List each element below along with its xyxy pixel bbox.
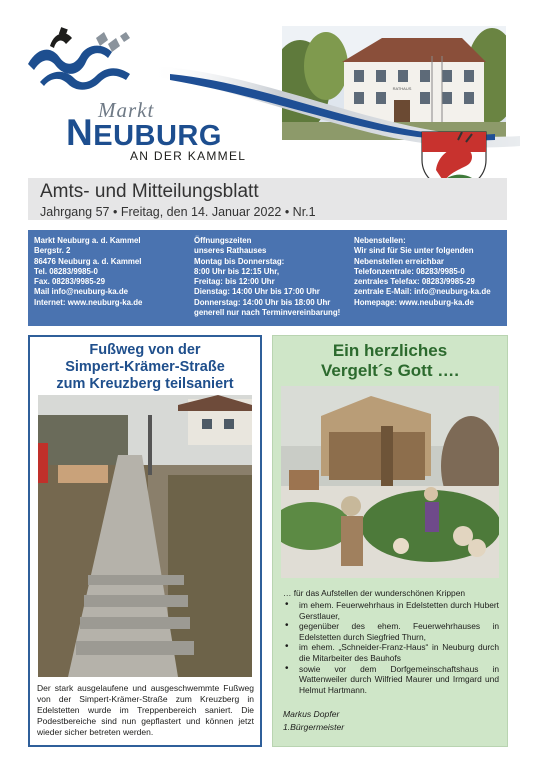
- hours-line: Freitag: bis 12:00 Uhr: [194, 277, 275, 287]
- extensions-line: zentrales Telefax: 08283/9985-29: [354, 277, 475, 287]
- hours-line: Montag bis Donnerstag:: [194, 256, 285, 266]
- extensions-column: [354, 236, 504, 308]
- thanks-article: [272, 335, 508, 747]
- title-line: Ein herzliches: [332, 341, 448, 360]
- list-item: • im ehem. Feuerwehrhaus in Edelstetten durch Hubert Gerstlauer,: [283, 600, 499, 621]
- hours-line: Öffnungszeiten: [194, 236, 252, 245]
- homepage-link[interactable]: Homepage: www.neuburg-ka.de: [354, 297, 474, 307]
- footpath-article-body: Der stark ausgelaufene und ausgeschwemmte Fußweg von der Simpert-Krämer-Straße zum Kreuzberg in Edelstetten wurde im Treppenbereich saniert. Die Podestbereiche sind nun gepflastert und können jetzt wieder sicher betreten werden.: [37, 683, 254, 737]
- logo-script-markt: Markt: [98, 98, 155, 122]
- central-mail-link[interactable]: zentrale E-Mail: info@neuburg-ka.de: [354, 287, 491, 297]
- logo-wordmark: [66, 112, 222, 154]
- internet-link[interactable]: Internet: www.neuburg-ka.de: [34, 297, 143, 307]
- hours-line: unseres Rathauses: [194, 246, 267, 256]
- opening-hours-column: [194, 236, 356, 318]
- hours-line: 8:00 Uhr bis 12:15 Uhr,: [194, 266, 280, 276]
- publication-title: Amts- und Mitteilungsblatt: [40, 181, 259, 202]
- address-line: 86476 Neuburg a. d. Kammel: [34, 256, 142, 266]
- signature-role: 1.Bürgermeister: [283, 722, 345, 732]
- footpath-article: [28, 335, 262, 747]
- issue-line: Jahrgang 57 • Freitag, den 14. Januar 2022 • Nr.1: [40, 205, 316, 219]
- title-line: Vergelt´s Gott ….: [321, 361, 459, 380]
- thanks-intro: … für das Aufstellen der wunderschönen Krippen: [283, 588, 466, 598]
- signature-block: [283, 708, 344, 734]
- hours-line: generell nur nach Terminvereinbarung!: [194, 308, 341, 318]
- masthead: [0, 0, 535, 178]
- list-item: • gegenüber des ehem. Feuerwehrhauses in Edelstetten durch Siegfried Thurn,: [283, 621, 499, 642]
- thanks-article-title: [273, 341, 507, 381]
- list-item: • sowie vor dem Dorfgemeinschaftshaus in Wattenweiler durch Wilfried Maurer und Irmgard und Helmut Hartmann.: [283, 664, 499, 696]
- photo-sign: RATHAUS: [392, 86, 412, 91]
- address-line: Bergstr. 2: [34, 246, 71, 256]
- footpath-article-title: [30, 342, 260, 393]
- address-line: Markt Neuburg a. d. Kammel: [34, 236, 141, 245]
- logo-initial: N: [66, 112, 94, 153]
- footpath-photo: [38, 395, 252, 677]
- logo-mark: [26, 24, 136, 96]
- nativity-scene-photo: [281, 386, 499, 578]
- fax-line: Fax. 08283/9985-29: [34, 277, 106, 287]
- logo-rest: EUBURG: [93, 120, 222, 152]
- signature-name: Markus Dopfer: [283, 709, 340, 719]
- title-line: Fußweg von der: [89, 342, 201, 358]
- logo-subtitle: AN DER KAMMEL: [130, 149, 247, 163]
- address-column: [34, 236, 194, 308]
- extensions-line: Nebenstellen:: [354, 236, 406, 245]
- contact-info-bar: [28, 230, 507, 326]
- phone-line: Tel. 08283/9985-0: [34, 266, 98, 276]
- mail-link[interactable]: Mail info@neuburg-ka.de: [34, 287, 129, 297]
- list-item: • im ehem. „Schneider-Franz-Haus“ in Neuburg durch die Mitarbeiter des Bauhofs: [283, 642, 499, 663]
- extensions-line: Wir sind für Sie unter folgenden: [354, 246, 474, 256]
- publication-title-bar: [28, 178, 507, 220]
- title-line: zum Kreuzberg teilsaniert: [56, 376, 234, 392]
- hours-line: Donnerstag: 14:00 Uhr bis 18:00 Uhr: [194, 297, 331, 307]
- title-line: Simpert-Krämer-Straße: [65, 359, 225, 375]
- extensions-line: Telefonzentrale: 08283/9985-0: [354, 266, 465, 276]
- thanks-list: [283, 600, 499, 695]
- hours-line: Dienstag: 14:00 Uhr bis 17:00 Uhr: [194, 287, 320, 297]
- extensions-line: Nebenstellen erreichbar: [354, 256, 444, 266]
